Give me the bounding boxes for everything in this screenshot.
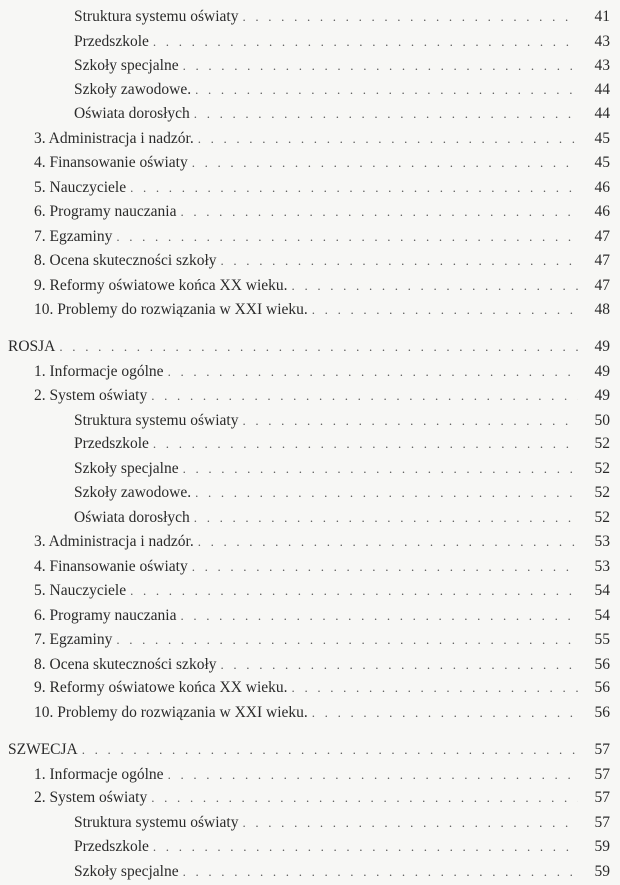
toc-page-number: 52: [594, 484, 610, 501]
toc-entry-label: Przedszkole: [74, 838, 149, 855]
toc-page-number: 57: [594, 814, 610, 831]
toc-page-number: 43: [594, 57, 610, 74]
toc-entry[interactable]: [74, 860, 610, 884]
toc-entry-label: 4. Finansowanie oświaty: [34, 558, 188, 575]
toc-entry[interactable]: [74, 835, 610, 859]
toc-section-heading[interactable]: [8, 335, 610, 359]
toc-page-number: 52: [594, 509, 610, 526]
toc-page-number: 55: [594, 631, 610, 648]
toc-entry-label: Przedszkole: [74, 33, 149, 50]
toc-entry-label: 8. Ocena skuteczności szkoły: [34, 656, 217, 673]
toc-entry-label: Przedszkole: [74, 435, 149, 452]
toc-entry[interactable]: [34, 274, 610, 298]
toc-page-number: 54: [594, 582, 610, 599]
toc-leader-dots: [82, 738, 578, 762]
toc-leader-dots: [312, 298, 578, 322]
toc-leader-dots: [292, 274, 578, 298]
toc-leader-dots: [221, 249, 579, 273]
toc-entry[interactable]: [34, 786, 610, 810]
toc-entry-label: 2. System oświaty: [34, 789, 148, 806]
toc-leader-dots: [180, 200, 578, 224]
toc-page-number: 56: [594, 704, 610, 721]
toc-leader-dots: [130, 176, 578, 200]
toc-entry[interactable]: [34, 384, 610, 408]
toc-leader-dots: [130, 579, 578, 603]
toc-entry-label: 5. Nauczyciele: [34, 179, 127, 196]
toc-entry-label: 3. Administracja i nadzór.: [34, 130, 194, 147]
toc-leader-dots: [221, 653, 579, 677]
toc-leader-dots: [183, 54, 578, 78]
toc-page-number: 47: [594, 277, 610, 294]
toc-entry[interactable]: [34, 530, 610, 554]
toc-page-number: 49: [594, 363, 610, 380]
toc-leader-dots: [168, 360, 578, 384]
toc-leader-dots: [242, 5, 578, 29]
toc-entry-label: Szkoły zawodowe.: [74, 81, 192, 98]
toc-page-number: 52: [594, 435, 610, 452]
toc-page-number: 41: [594, 8, 610, 25]
toc-leader-dots: [195, 78, 578, 102]
toc-entry[interactable]: [34, 200, 610, 224]
toc-entry-label: Struktura systemu oświaty: [74, 814, 239, 831]
toc-page-number: 44: [594, 81, 610, 98]
toc-entry-label: 7. Egzaminy: [34, 228, 113, 245]
toc-entry-label: Szkoły specjalne: [74, 460, 179, 477]
toc-page-number: 52: [594, 460, 610, 477]
toc-entry[interactable]: [34, 151, 610, 175]
toc-entry-label: 3. Administracja i nadzór.: [34, 533, 194, 550]
toc-entry[interactable]: [34, 298, 610, 322]
toc-entry-label: 7. Egzaminy: [34, 631, 113, 648]
toc-entry-label: 4. Finansowanie oświaty: [34, 154, 188, 171]
toc-page-number: 56: [594, 679, 610, 696]
toc-page-number: 56: [594, 656, 610, 673]
toc-entry-label: 8. Ocena skuteczności szkoły: [34, 252, 217, 269]
toc-page-number: 53: [594, 558, 610, 575]
toc-leader-dots: [116, 628, 578, 652]
toc-page-number: 49: [594, 387, 610, 404]
toc-leader-dots: [194, 102, 578, 126]
toc-page-number: 59: [594, 838, 610, 855]
toc-page-number: 53: [594, 533, 610, 550]
toc-entry-label: 9. Reformy oświatowe końca XX wieku.: [34, 277, 288, 294]
toc-entry[interactable]: [74, 102, 610, 126]
toc-leader-dots: [195, 481, 578, 505]
toc-entry[interactable]: [74, 78, 610, 102]
toc-leader-dots: [192, 555, 578, 579]
toc-page-number: 54: [594, 607, 610, 624]
toc-leader-dots: [312, 701, 578, 725]
toc-entry[interactable]: [74, 432, 610, 456]
toc-entry-label: 9. Reformy oświatowe końca XX wieku.: [34, 679, 288, 696]
toc-entry[interactable]: [34, 176, 610, 200]
toc-entry[interactable]: [34, 555, 610, 579]
toc-entry-label: Struktura systemu oświaty: [74, 412, 239, 429]
toc-entry-label: 2. System oświaty: [34, 387, 148, 404]
toc-entry-label: Oświata dorosłych: [74, 105, 190, 122]
toc-leader-dots: [242, 409, 578, 433]
toc-entry[interactable]: [74, 457, 610, 481]
toc-entry[interactable]: [74, 5, 610, 29]
toc-page-number: 47: [594, 228, 610, 245]
toc-entry-label: Struktura systemu oświaty: [74, 8, 239, 25]
toc-entry[interactable]: [74, 481, 610, 505]
toc-entry[interactable]: [34, 360, 610, 384]
toc-entry-label: Szkoły specjalne: [74, 57, 179, 74]
toc-leader-dots: [151, 786, 578, 810]
toc-page-number: 43: [594, 33, 610, 50]
toc-entry[interactable]: [34, 249, 610, 273]
toc-leader-dots: [153, 835, 578, 859]
toc-entry[interactable]: [34, 127, 610, 151]
toc-entry-label: 10. Problemy do rozwiązania w XXI wieku.: [34, 301, 308, 318]
toc-leader-dots: [242, 811, 578, 835]
toc-leader-dots: [153, 30, 578, 54]
toc-page-number: 47: [594, 252, 610, 269]
toc-page-number: 49: [594, 338, 610, 355]
toc-leader-dots: [183, 457, 578, 481]
toc-leader-dots: [116, 225, 578, 249]
toc-entry-label: Oświata dorosłych: [74, 509, 190, 526]
toc-entry[interactable]: [34, 653, 610, 677]
toc-entry-label: 6. Programy nauczania: [34, 203, 177, 220]
toc-page-number: 46: [594, 179, 610, 196]
toc-entry[interactable]: [34, 604, 610, 628]
toc-entry[interactable]: [34, 628, 610, 652]
toc-entry-label: 1. Informacje ogólne: [34, 363, 164, 380]
toc-page-number: 46: [594, 203, 610, 220]
toc-entry-label: 1. Informacje ogólne: [34, 766, 164, 783]
toc-entry-label: ROSJA: [8, 338, 56, 355]
toc-entry[interactable]: [34, 701, 610, 725]
toc-entry-label: 5. Nauczyciele: [34, 582, 127, 599]
toc-entry[interactable]: [34, 676, 610, 700]
toc-leader-dots: [168, 763, 578, 787]
toc-leader-dots: [153, 432, 578, 456]
toc-entry-label: Szkoły specjalne: [74, 863, 179, 880]
toc-leader-dots: [59, 335, 578, 359]
toc-page-number: 45: [594, 130, 610, 147]
toc-leader-dots: [292, 676, 578, 700]
toc-leader-dots: [198, 530, 578, 554]
toc-entry-label: 6. Programy nauczania: [34, 607, 177, 624]
toc-page-number: 50: [594, 412, 610, 429]
toc-page-number: 57: [594, 741, 610, 758]
toc-entry[interactable]: [34, 225, 610, 249]
toc-entry-label: 10. Problemy do rozwiązania w XXI wieku.: [34, 704, 308, 721]
toc-leader-dots: [194, 506, 578, 530]
toc-leader-dots: [183, 860, 578, 884]
toc-section-heading[interactable]: [8, 738, 610, 762]
toc-entry[interactable]: [74, 506, 610, 530]
toc-page-number: 44: [594, 105, 610, 122]
toc-entry[interactable]: [74, 409, 610, 433]
toc-entry[interactable]: [74, 30, 610, 54]
toc-entry[interactable]: [74, 54, 610, 78]
toc-leader-dots: [198, 127, 578, 151]
toc-leader-dots: [180, 604, 578, 628]
toc-page-number: 59: [594, 863, 610, 880]
toc-entry[interactable]: [34, 579, 610, 603]
toc-page-number: 57: [594, 789, 610, 806]
toc-entry-label: SZWECJA: [8, 741, 78, 758]
toc-leader-dots: [151, 384, 578, 408]
toc-entry[interactable]: [34, 763, 610, 787]
toc-leader-dots: [192, 151, 578, 175]
toc-entry-label: Szkoły zawodowe.: [74, 484, 192, 501]
toc-page-number: 57: [594, 766, 610, 783]
toc-page-number: 45: [594, 154, 610, 171]
toc-entry[interactable]: [74, 811, 610, 835]
toc-page-number: 48: [594, 301, 610, 318]
